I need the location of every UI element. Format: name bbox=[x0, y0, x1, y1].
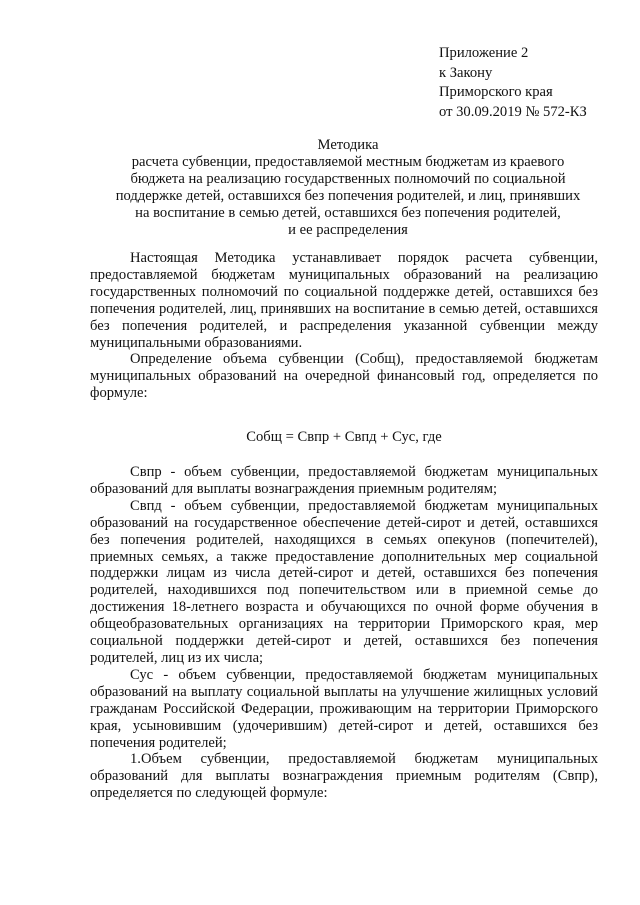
svpd-definition: Свпд - объем субвенции, предоставляемой бюджетам муниципальных образований на государственное обеспечение детей-сирот и детей, оставшихся без попечения родителей, находящихся в семьях опекунов (попечителей), приемных семьях, а также предоставление дополнительных мер социальной поддержки лицам из числа детей-сирот и детей, оставшихся без попечения родителей, находившихся под попечительством или в приемной семье до достижения 18-летнего возраста и обучающихся по очной форме обучения в общеобразовательных организациях на территории Приморского края, мер социальной поддержки детей-сирот и детей, оставшихся без попечения родителей, лиц из их числа; bbox=[90, 497, 598, 666]
body-bottom bbox=[90, 464, 598, 802]
appendix-line: Приложение 2 bbox=[439, 45, 529, 61]
body-top bbox=[90, 250, 598, 402]
sus-definition: Сус - объем субвенции, предоставляемой бюджетам муниципальных образований на выплату социальной выплаты на улучшение жилищных условий гражданам Российской Федерации, проживающим на территории Приморского края, усыновившим (удочерившим) детей-сирот и детей, оставшихся без попечения родителей; bbox=[90, 666, 598, 751]
title-line: бюджета на реализацию государственных полномочий по социальной bbox=[130, 170, 566, 187]
section-1-paragraph: 1.Объем субвенции, предоставляемой бюджетам муниципальных образований для выплаты вознаграждения приемным родителям (Свпр), определяется по следующей формуле: bbox=[90, 751, 598, 802]
appendix-line: от 30.09.2019 № 572-КЗ bbox=[439, 103, 587, 120]
title-line: на воспитание в семью детей, оставшихся без попечения родителей, bbox=[135, 204, 561, 221]
appendix-line: Приморского края bbox=[439, 84, 553, 100]
intro-paragraph: Настоящая Методика устанавливает порядок расчета субвенции, предоставляемой бюджетам муниципальных образований на реализацию государственных полномочий по социальной поддержке детей, оставшихся без попечения родителей, лиц, принявших на воспитание в семью детей, оставшихся без попечения родителей, и распределения указанной субвенции между муниципальными образованиями. bbox=[90, 250, 598, 351]
appendix-line: к Закону bbox=[439, 64, 493, 81]
title-line: Методика bbox=[317, 137, 379, 153]
title-line: и ее распределения bbox=[288, 221, 408, 238]
document-title bbox=[72, 137, 624, 238]
title-line: расчета субвенции, предоставляемой местным бюджетам из краевого bbox=[131, 153, 565, 170]
definition-paragraph: Определение объема субвенции (Собщ), предоставляемой бюджетам муниципальных образований на очередной финансовый год, определяется по формуле: bbox=[90, 351, 598, 402]
title-line: поддержке детей, оставшихся без попечения родителей, и лиц, принявших bbox=[115, 187, 581, 204]
main-formula: Собщ = Свпр + Свпд + Сус, где bbox=[246, 429, 442, 445]
svpr-definition: Свпр - объем субвенции, предоставляемой бюджетам муниципальных образований для выплаты вознаграждения приемным родителям; bbox=[90, 464, 598, 497]
appendix-header bbox=[439, 44, 629, 122]
